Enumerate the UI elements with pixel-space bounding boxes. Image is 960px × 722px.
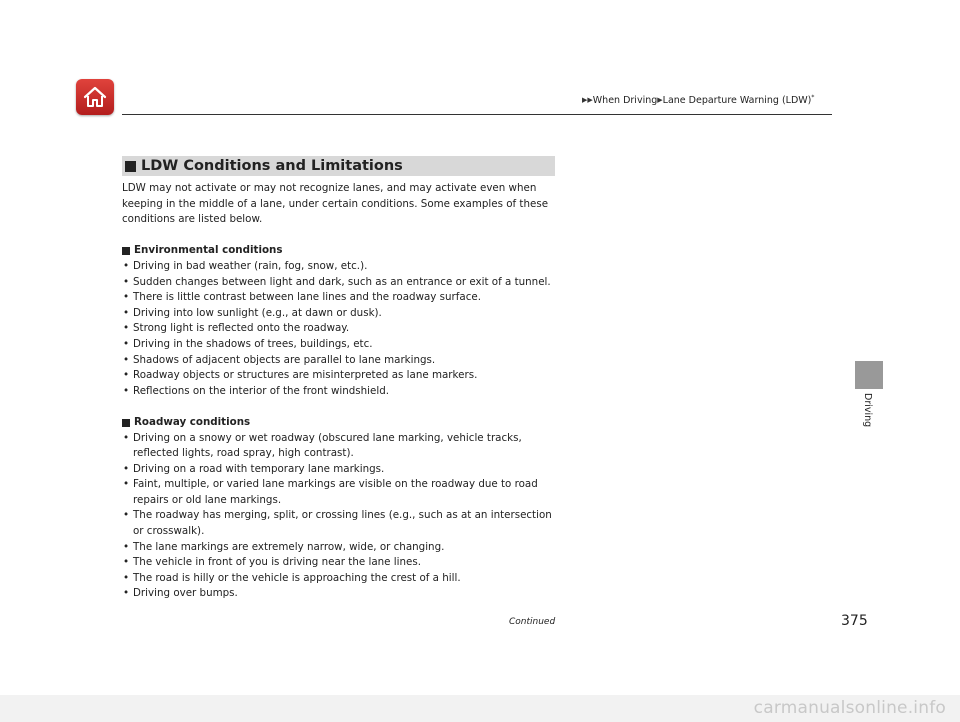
group-heading-text: Environmental conditions bbox=[134, 244, 283, 257]
breadcrumb-separator-icon: ▶ bbox=[657, 96, 663, 104]
group-heading-environmental bbox=[122, 243, 562, 259]
page-number: 375 bbox=[841, 613, 868, 629]
list-item: • Driving over bumps. bbox=[122, 586, 562, 602]
chapter-tab-label: Driving bbox=[862, 393, 873, 428]
list-item: • There is little contrast between lane lines and the roadway surface. bbox=[122, 290, 562, 306]
square-bullet-icon bbox=[125, 161, 136, 172]
header-rule bbox=[122, 114, 832, 115]
intro-paragraph: LDW may not activate or may not recognize lanes, and may activate even when keeping in the middle of a lane, under certain conditions. Some examples of these conditions are listed below. bbox=[122, 182, 549, 226]
breadcrumb-section[interactable]: When Driving bbox=[592, 95, 658, 106]
list-item: • The road is hilly or the vehicle is approaching the crest of a hill. bbox=[122, 571, 562, 587]
breadcrumb-arrow-icon: ▶▶ bbox=[582, 96, 593, 104]
square-bullet-icon bbox=[122, 247, 130, 255]
chapter-tab[interactable] bbox=[855, 361, 883, 389]
environmental-list bbox=[122, 259, 562, 399]
home-button[interactable] bbox=[76, 79, 114, 115]
list-item: • The roadway has merging, split, or crossing lines (e.g., such as at an intersection or crosswalk). bbox=[122, 508, 562, 539]
list-item: • Sudden changes between light and dark, such as an entrance or exit of a tunnel. bbox=[122, 275, 562, 291]
list-item: • Driving on a snowy or wet roadway (obscured lane marking, vehicle tracks, reflected lights, road spray, high contrast). bbox=[122, 431, 562, 462]
home-icon bbox=[82, 85, 108, 109]
breadcrumb-page[interactable]: Lane Departure Warning (LDW) bbox=[662, 95, 812, 106]
section-content bbox=[122, 181, 562, 602]
list-item: • Roadway objects or structures are misinterpreted as lane markers. bbox=[122, 368, 562, 384]
list-item: • The vehicle in front of you is driving near the lane lines. bbox=[122, 555, 562, 571]
list-item: • Strong light is reflected onto the roadway. bbox=[122, 321, 562, 337]
list-item: • Faint, multiple, or varied lane markings are visible on the roadway due to road repairs or old lane markings. bbox=[122, 477, 562, 508]
list-item: • Reflections on the interior of the front windshield. bbox=[122, 384, 562, 400]
breadcrumb bbox=[582, 94, 814, 106]
breadcrumb-marker: * bbox=[811, 94, 815, 101]
list-item: • Driving into low sunlight (e.g., at dawn or dusk). bbox=[122, 306, 562, 322]
list-item: • The lane markings are extremely narrow, wide, or changing. bbox=[122, 540, 562, 556]
list-item: • Driving in bad weather (rain, fog, snow, etc.). bbox=[122, 259, 562, 275]
continued-label: Continued bbox=[509, 617, 556, 627]
square-bullet-icon bbox=[122, 419, 130, 427]
group-heading-roadway bbox=[122, 415, 562, 431]
roadway-list bbox=[122, 431, 562, 603]
group-heading-text: Roadway conditions bbox=[134, 415, 251, 428]
list-item: • Driving on a road with temporary lane markings. bbox=[122, 462, 562, 478]
section-title-bar bbox=[122, 156, 555, 176]
section-title: LDW Conditions and Limitations bbox=[141, 158, 403, 174]
list-item: • Driving in the shadows of trees, buildings, etc. bbox=[122, 337, 562, 353]
list-item: • Shadows of adjacent objects are parallel to lane markings. bbox=[122, 353, 562, 369]
watermark: carmanualsonline.info bbox=[0, 695, 960, 722]
